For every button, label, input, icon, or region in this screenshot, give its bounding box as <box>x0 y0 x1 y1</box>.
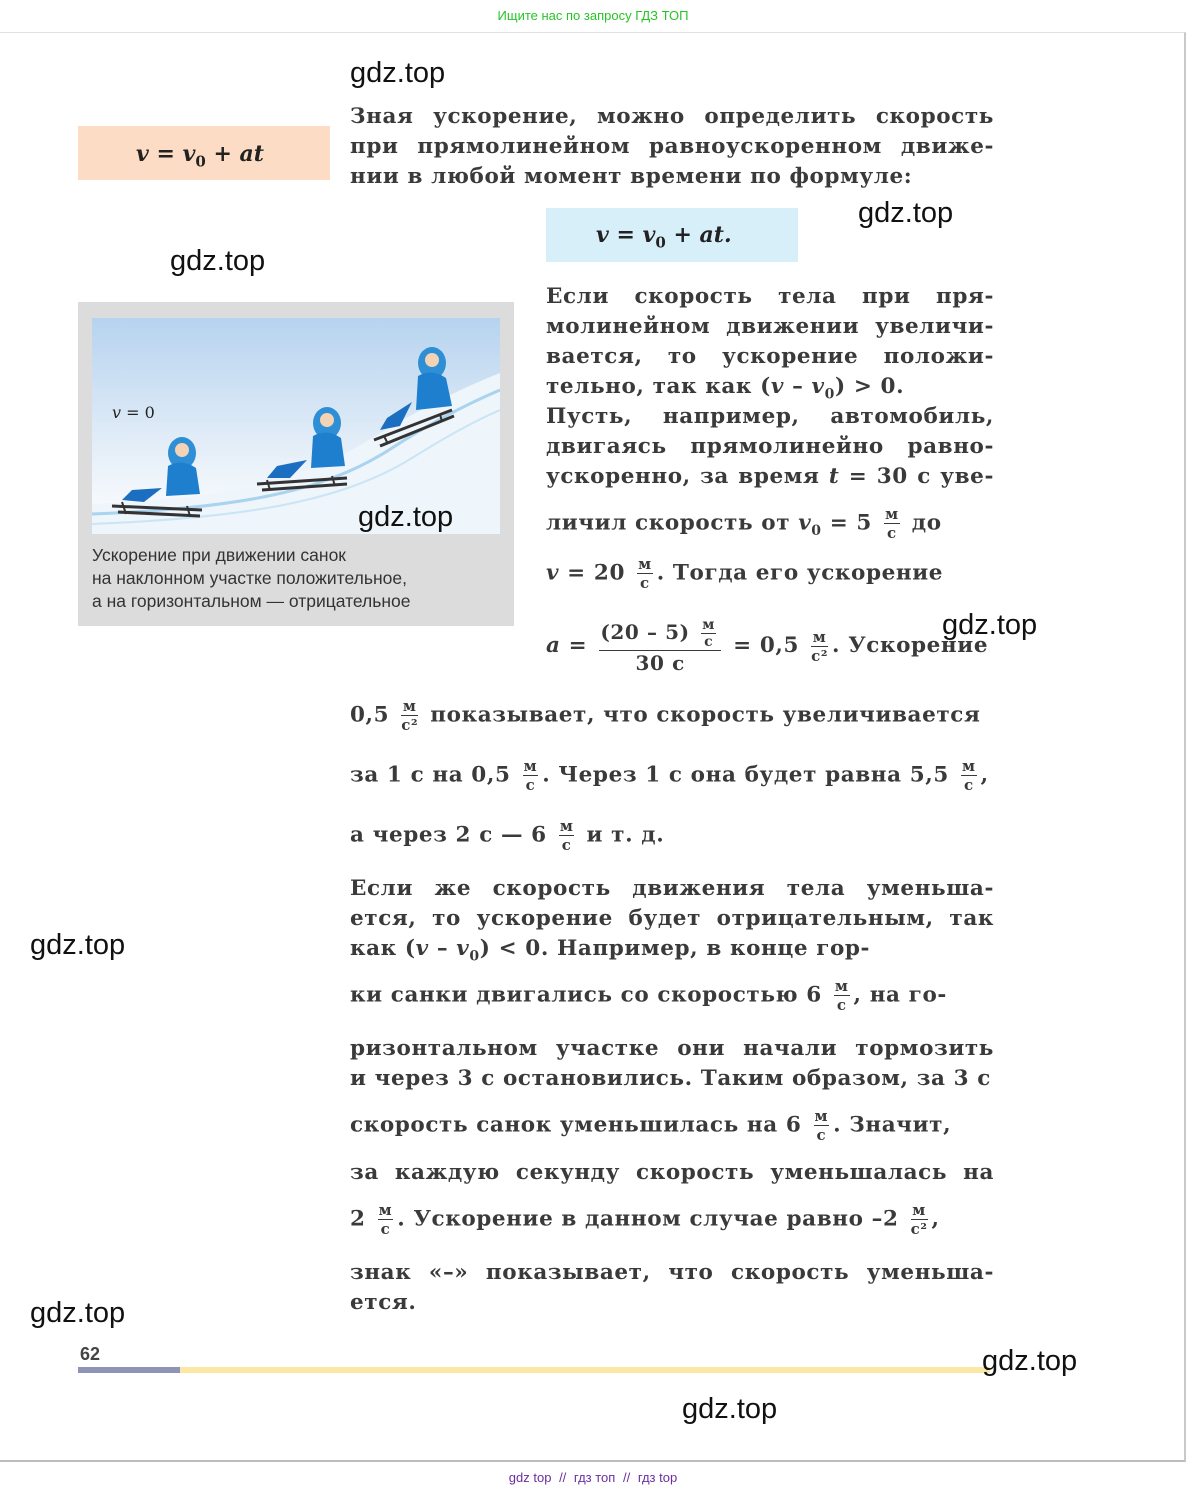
p4-line-3: как $(v - v_0) < 0$. Например, в конце гор- <box>350 936 871 965</box>
p2-line-1: Пусть, например, автомобиль, <box>546 404 994 429</box>
p4-line-9: 2 $\frac{м}{с}$ . Ускорение в данном случае равно –2 $\frac{м}{\text{с²}}$ , <box>350 1201 940 1238</box>
p4-line-5: ризонтальном участке они начали тормозить <box>350 1036 994 1061</box>
watermark: gdz.top <box>30 1297 126 1329</box>
side-formula-box <box>78 126 330 180</box>
formula-rest: + at. <box>665 222 732 248</box>
p4-line-6: и через 3 с остановились. Таким образом, за 3 с <box>350 1066 991 1091</box>
p4-line-1: Если же скорость движения тела уменьша- <box>350 876 994 901</box>
formula-eq: = <box>148 141 183 167</box>
p2-line-2: двигаясь прямолинейно равно- <box>546 434 994 459</box>
p2-line-3: ускоренно, за время t = 30 с уве- <box>546 464 994 489</box>
watermark: gdz.top <box>30 929 126 961</box>
watermark: gdz.top <box>858 197 954 229</box>
p3-line-2: за 1 с на 0,5 $\frac{м}{с}$ . Через 1 с она будет равна 5,5 $\frac{м}{с}$ , <box>350 757 989 794</box>
unit-fraction: $\frac{м}{\text{с²}}$ <box>401 697 419 734</box>
sled-figure <box>78 302 514 626</box>
p4-line-7: скорость санок уменьшилась на 6 $\frac{м}{с}$ . Значит, <box>350 1107 952 1144</box>
p1-line-4: тельно, так как $(v - v_0) > 0$. <box>546 374 905 403</box>
top-banner: Ищите нас по запросу ГДЗ ТОП <box>497 8 689 23</box>
unit-fraction: $\frac{м}{\text{с²}}$ <box>910 1201 928 1238</box>
watermark: gdz.top <box>682 1393 778 1425</box>
watermark: gdz.top <box>358 501 454 533</box>
formula-v0: v <box>182 141 196 167</box>
p2-line-4: личил скорость от $v_0 = 5$ $\frac{м}{с}$ до <box>546 505 942 542</box>
p1-line-2: молинейном движении увеличи- <box>546 314 994 339</box>
p4-line-10: знак «–» показывает, что скорость уменьша- <box>350 1260 994 1285</box>
formula-sub: 0 <box>195 152 206 171</box>
formula-eq: = <box>608 222 643 248</box>
bottom-link-separator: // <box>622 1470 631 1485</box>
acceleration-fraction: (20 – 5) $\frac{м}{с}$ 30 с <box>599 618 721 674</box>
bottom-link-gdz-top-mixed[interactable]: гдз top <box>637 1470 678 1485</box>
caption-line: на наклонном участке положительное, <box>92 568 407 588</box>
formula-rest: + at <box>205 141 264 167</box>
watermark: gdz.top <box>350 57 446 89</box>
unit-fraction: $\frac{м}{с}$ <box>814 1107 829 1144</box>
unit-fraction: $\frac{м}{с}$ <box>885 505 899 542</box>
bottom-link-gdz-top-ru[interactable]: гдз топ <box>573 1470 616 1485</box>
watermark: gdz.top <box>982 1345 1078 1377</box>
watermark: gdz.top <box>170 245 266 277</box>
formula-v0: v <box>642 222 656 248</box>
page-number: 62 <box>80 1344 101 1364</box>
unit-fraction: $\frac{м}{\text{с²}}$ <box>811 627 829 665</box>
p1-line-3: вается, то ускорение положи- <box>546 344 994 369</box>
p2-line-6: a = (20 – 5) $\frac{м}{с}$ 30 с = 0,5 $\frac{м}{\text{с²}}$ . Ускорение <box>546 617 989 675</box>
unit-fraction: $\frac{м}{с}$ <box>378 1201 393 1238</box>
unit-fraction: $\frac{м}{с}$ <box>834 977 849 1014</box>
bottom-links <box>0 1470 1186 1485</box>
p1-line-1: Если скорость тела при пря- <box>546 284 994 309</box>
p4-line-8: за каждую секунду скорость уменьшалась на <box>350 1160 994 1185</box>
caption-line: а на горизонтальном — отрицательное <box>92 591 411 611</box>
p4-line-11: ется. <box>350 1290 417 1315</box>
formula-sub: 0 <box>655 233 666 252</box>
footer-bar <box>78 1367 990 1373</box>
bottom-link-gdz-top[interactable]: gdz top <box>508 1470 552 1485</box>
intro-line-3: нии в любой момент времени по формуле: <box>350 164 913 189</box>
v-equals-zero-label: v = 0 <box>112 403 155 422</box>
bottom-link-separator: // <box>559 1470 567 1485</box>
figure-caption <box>92 544 502 613</box>
p4-line-4: ки санки двигались со скоростью 6 $\frac{м}{с}$ , на го- <box>350 977 947 1014</box>
unit-fraction: $\frac{м}{с}$ <box>559 817 574 854</box>
formula-v: v <box>136 141 149 167</box>
unit-fraction: $\frac{м}{с}$ <box>523 757 538 794</box>
footer-bar-accent <box>78 1367 180 1373</box>
p2-line-5: v = 20 $\frac{м}{с}$ . Тогда его ускорение <box>546 555 944 592</box>
unit-fraction: $\frac{м}{с}$ <box>962 757 976 794</box>
p3-line-3: а через 2 с — 6 $\frac{м}{с}$ и т. д. <box>350 817 665 854</box>
p4-line-2: ется, то ускорение будет отрицательным, так <box>350 906 994 931</box>
watermark: gdz.top <box>942 609 1038 641</box>
formula-v: v <box>596 222 609 248</box>
caption-line: Ускорение при движении санок <box>92 545 346 565</box>
intro-line-2: при прямолинейном равноускоренном движе- <box>350 134 994 159</box>
p3-line-1: 0,5 $\frac{м}{\text{с²}}$ показывает, что скорость увеличивается <box>350 697 981 734</box>
unit-fraction: $\frac{м}{с}$ <box>638 555 652 592</box>
main-formula-box <box>546 208 798 262</box>
intro-line-1: Зная ускорение, можно определить скорость <box>350 104 994 129</box>
